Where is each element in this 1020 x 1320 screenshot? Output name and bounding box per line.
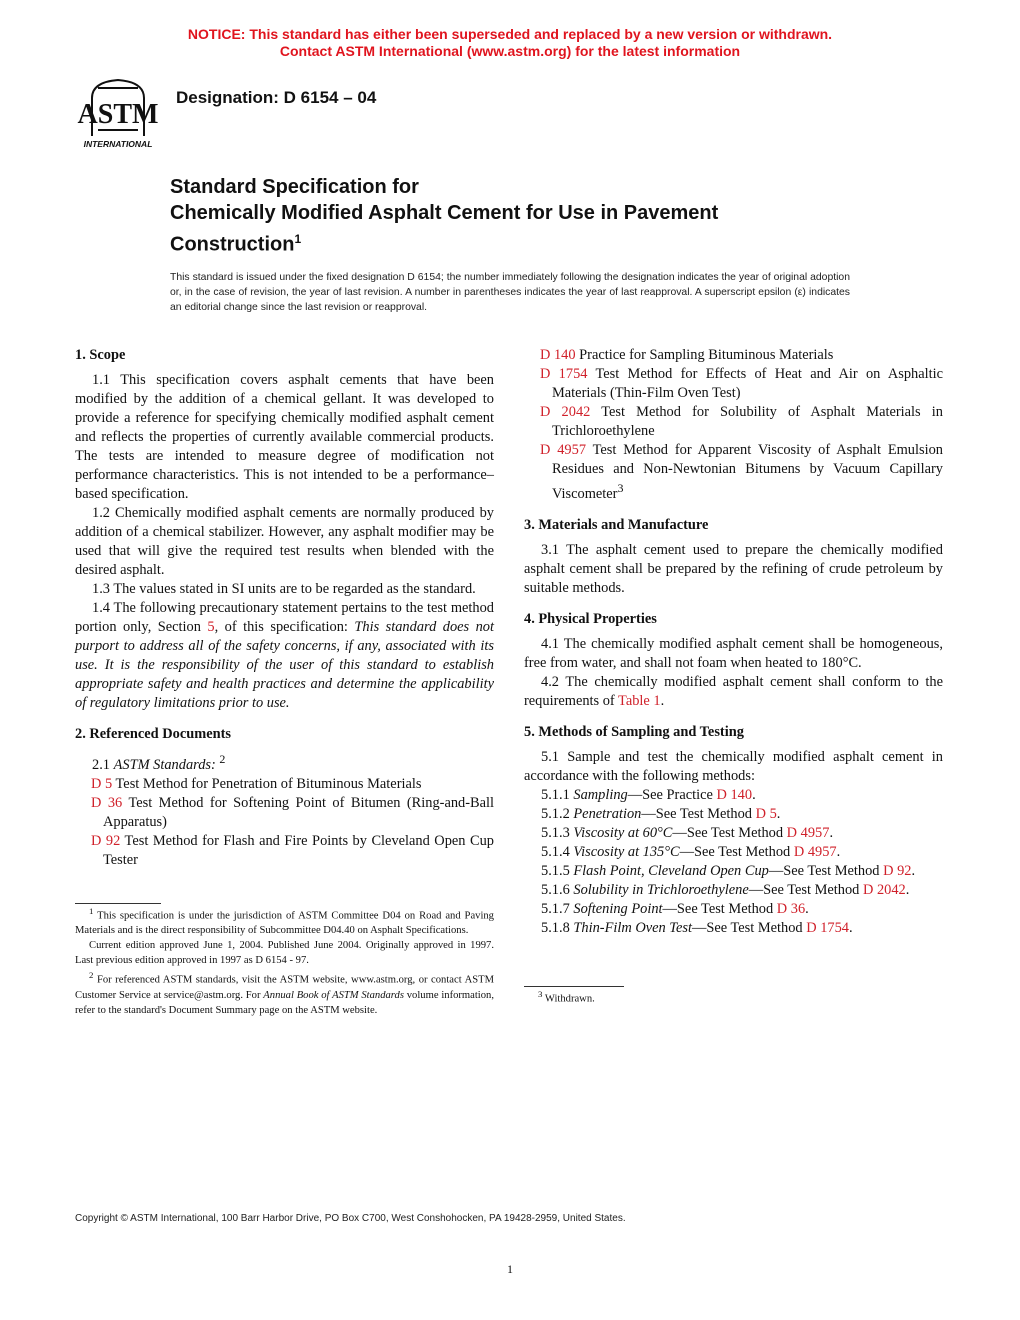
supersede-notice (0, 26, 1020, 60)
method-link[interactable]: D 4957 (793, 843, 837, 860)
paragraph-5-1: 5.1 Sample and test the chemically modified asphalt cement in accordance with the following methods: (524, 748, 943, 784)
method-link[interactable]: D 2042 (862, 881, 906, 898)
method-num: 5.1.3 (541, 824, 574, 841)
fn2-text-a: For referenced ASTM standards, visit the ASTM website, www.astm.org, or contact ASTM Customer Service at service@astm.org. For (75, 974, 495, 1001)
paragraph-1-1: 1.1 This specification covers asphalt cements that have been modified by the addition of a chemical gellant. It was developed to provide a reference for specifying chemically modified asphalt cement and reflects the properties of currently available commercial products. The tests are intended to measure degree of modification not performance characteristics. This is not intended to be a performance–based specification. (75, 372, 494, 502)
method-link[interactable]: D 5 (755, 805, 777, 822)
ref-text: Test Method for Softening Point of Bitumen (Ring-and-Ball Apparatus) (103, 794, 494, 830)
ref-item (524, 441, 943, 504)
p14-text-a: 1.4 The following precautionary statement pertains to the test method portion only, Section (75, 600, 494, 635)
method-text: —See Test Method (679, 843, 794, 860)
ref-code-d5[interactable]: D 5 (91, 775, 113, 792)
method-item (524, 824, 943, 843)
footnote-3-mark: 3 (617, 481, 624, 495)
p42-text-b: . (660, 692, 665, 709)
method-end: . (849, 919, 853, 936)
ref-code-d140[interactable]: D 140 (540, 347, 576, 363)
method-link[interactable]: D 1754 (806, 919, 850, 936)
method-end: . (776, 805, 781, 822)
fn2-text-b: volume information, refer to the standard's Document Summary page on the ASTM website. (75, 989, 494, 1016)
fn2-mark: 2 (89, 970, 94, 981)
ref-item (524, 365, 943, 403)
notice-line-1: NOTICE: This standard has either been superseded and replaced by a new version or withdrawn. (187, 26, 833, 42)
method-end: . (905, 881, 910, 898)
section-2-heading: 2. Referenced Documents (75, 726, 231, 742)
method-end: . (805, 900, 809, 917)
section-4-heading: 4. Physical Properties (524, 610, 657, 627)
method-link[interactable]: D 4957 (786, 824, 830, 841)
title-line-2: Chemically Modified Asphalt Cement for Use in Pavement (170, 202, 719, 224)
footnote-2 (75, 968, 494, 1018)
method-item (524, 805, 943, 824)
method-link[interactable]: D 92 (883, 862, 912, 879)
ref-text: Test Method for Solubility of Asphalt Materials in Trichloroethylene (552, 404, 943, 439)
footnotes-left (75, 904, 494, 1018)
method-end: . (836, 843, 841, 860)
ref-text: Test Method for Penetration of Bituminous Materials (112, 775, 422, 792)
section-1-heading: 1. Scope (75, 347, 126, 363)
ref-text: Practice for Sampling Bituminous Materials (575, 347, 834, 363)
footnotes-right (524, 987, 943, 1007)
paragraph-4-2 (524, 673, 943, 711)
title-line-3 (170, 226, 890, 258)
preamble: This standard is issued under the fixed designation D 6154; the number immediately following the designation indicates the year of original adoption or, in the case of revision, the year of last revision. A number in parentheses indicates the year of last reapproval. A superscript epsilon (ε) indicates an editorial change since the last revision or reapproval. (170, 272, 850, 313)
designation: Designation: D 6154 – 04 (176, 88, 377, 107)
copyright: Copyright © ASTM International, 100 Barr Harbor Drive, PO Box C700, West Conshohocken, PA 19428-2959, United States. (75, 1213, 626, 1224)
method-text: —See Test Method (691, 919, 807, 936)
p21-num: 2.1 (92, 756, 114, 773)
method-item (524, 786, 943, 805)
method-link[interactable]: D 140 (716, 786, 753, 803)
method-item (524, 900, 943, 919)
fn1-mark: 1 (89, 905, 94, 916)
method-text: —See Test Method (662, 900, 777, 917)
method-text: —See Test Method (641, 805, 756, 822)
paragraph-1-3: 1.3 The values stated in SI units are to be regarded as the standard. (92, 581, 476, 597)
method-text: —See Test Method (748, 881, 863, 898)
method-num: 5.1.7 (541, 900, 574, 917)
ref-text: Test Method for Flash and Fire Points by Cleveland Open Cup Tester (103, 832, 494, 868)
table-1-link[interactable]: Table 1 (618, 692, 661, 709)
ref-item (75, 832, 494, 870)
section-5-heading: 5. Methods of Sampling and Testing (524, 723, 744, 740)
page-number: 1 (507, 1262, 513, 1276)
method-text: —See Test Method (672, 824, 787, 841)
fn1-text: This specification is under the jurisdiction of ASTM Committee D04 on Road and Paving Materials and is the direct responsibility of Subcommittee D04.40 on Asphalt Specifications. (75, 910, 494, 937)
title-line-1: Standard Specification for (170, 176, 419, 198)
method-name: Penetration (573, 805, 642, 822)
paragraph-2-1 (75, 750, 494, 775)
method-text: —See Test Method (768, 862, 884, 879)
method-name: Sampling (573, 786, 628, 803)
method-end: . (911, 862, 916, 879)
ref-code-d36[interactable]: D 36 (91, 794, 123, 811)
method-name: Thin-Film Oven Test (573, 919, 692, 936)
paragraph-1-4 (75, 599, 494, 713)
title-footnote-mark: 1 (294, 232, 302, 246)
paragraph-3-1: 3.1 The asphalt cement used to prepare the chemically modified asphalt cement shall be prepared by the refining of crude petroleum by suitable methods. (524, 541, 943, 596)
ref-code-d92[interactable]: D 92 (91, 832, 121, 849)
method-text: —See Practice (627, 786, 717, 803)
method-name: Softening Point (573, 900, 663, 917)
ref-item (75, 794, 494, 832)
section-5-link[interactable]: 5 (207, 619, 215, 635)
method-name: Viscosity at 135°C (573, 843, 680, 860)
footnote-3 (524, 987, 943, 1007)
p42-text-a: 4.2 The chemically modified asphalt cement shall conform to the requirements of (524, 673, 943, 709)
method-num: 5.1.1 (541, 786, 574, 803)
notice-line-2: Contact ASTM International (www.astm.org) for the latest information (279, 43, 741, 59)
document-title (170, 174, 890, 258)
ref-text: Test Method for Effects of Heat and Air on Asphaltic Materials (Thin-Film Oven Test) (552, 366, 943, 401)
ref-item (524, 403, 943, 441)
method-item (524, 919, 943, 938)
method-num: 5.1.5 (541, 862, 574, 879)
left-column (75, 346, 494, 1018)
method-item (524, 843, 943, 862)
method-item (524, 881, 943, 900)
paragraph-1-2: 1.2 Chemically modified asphalt cements are normally produced by addition of a chemical stabilizer. However, any asphalt modifier may be used that will give the required test results when blended with the desired asphalt. (75, 505, 494, 578)
method-name: Viscosity at 60°C (573, 824, 673, 841)
paragraph-4-1: 4.1 The chemically modified asphalt cement shall be homogeneous, free from water, and shall not foam when heated to 180°C. (524, 635, 943, 671)
safety-statement: This standard does not purport to address all of the safety concerns, if any, associated with its use. It is the responsibility of the user of this standard to establish appropriate safety and health practices and determine the applicability of regulatory limitations prior to use. (75, 619, 494, 711)
fn2-italic: Annual Book of ASTM Standards (263, 989, 404, 1001)
footnote-2-mark: 2 (219, 752, 226, 766)
logo-text: INTERNATIONAL (83, 139, 153, 149)
method-num: 5.1.4 (541, 843, 574, 860)
title-line-3-text: Construction (170, 233, 295, 256)
ref-text: Test Method for Apparent Viscosity of Asphalt Emulsion Residues and Non-Newtonian Bitumens by Vacuum Capillary Viscometer (552, 442, 943, 502)
right-column (524, 346, 943, 1006)
ref-item (75, 775, 494, 794)
section-3-heading: 3. Materials and Manufacture (524, 516, 709, 533)
method-item (524, 862, 943, 881)
method-link[interactable]: D 36 (776, 900, 806, 917)
astm-standards-label: ASTM Standards: (113, 756, 216, 773)
ref-code-d1754[interactable]: D 1754 (540, 366, 588, 382)
p14-text-b: , of this specification: (214, 619, 355, 635)
method-num: 5.1.2 (541, 805, 574, 822)
ref-item (524, 346, 943, 365)
ref-code-d2042[interactable]: D 2042 (540, 404, 591, 420)
footnote-1 (75, 904, 494, 939)
footnote-1b: Current edition approved June 1, 2004. Published June 2004. Originally approved in 1997. Last previous edition approved in 1997 as D 6154 - 97. (75, 940, 494, 967)
method-end: . (752, 786, 756, 803)
method-name: Flash Point, Cleveland Open Cup (573, 862, 769, 879)
logo-mark: ASTM (77, 99, 159, 130)
method-name: Solubility in Trichloroethylene (573, 881, 749, 898)
ref-code-d4957[interactable]: D 4957 (540, 442, 587, 458)
method-num: 5.1.6 (541, 881, 574, 898)
fn3-mark: 3 (538, 988, 543, 999)
method-num: 5.1.8 (541, 919, 574, 936)
astm-logo (72, 76, 164, 152)
method-end: . (829, 824, 834, 841)
fn3-text: Withdrawn. (544, 993, 595, 1005)
